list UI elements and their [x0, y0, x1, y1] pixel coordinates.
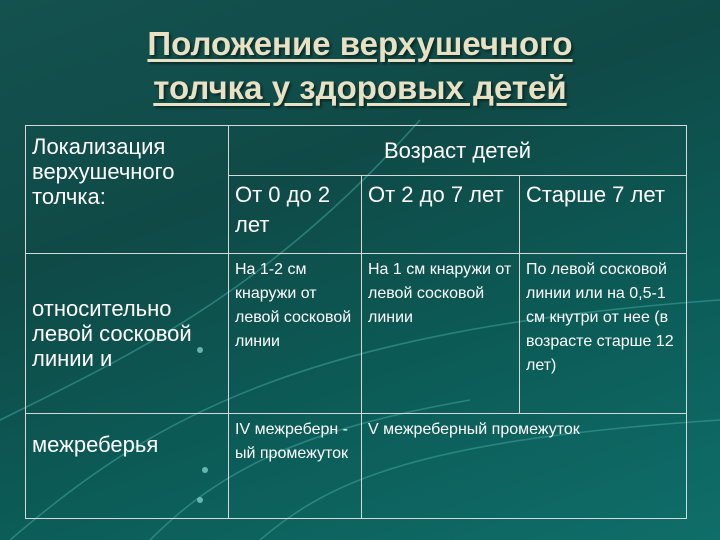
header-age: Возраст детей: [229, 126, 687, 176]
age-range-2-7: От 2 до 7 лет: [362, 176, 520, 254]
cell-intercostal-0-2: IV межреберн - ый промежуток: [229, 414, 362, 519]
row-label-intercostal: межреберья: [26, 414, 229, 519]
age-range-0-2: От 0 до 2 лет: [229, 176, 362, 254]
header-localization: Локализация верхушечного толчка:: [26, 126, 229, 254]
apex-beat-table: [25, 125, 687, 519]
page-title: [60, 22, 660, 110]
title-line-1: Положение верхушечного: [147, 25, 573, 62]
row-label-relative-line: относительно левой сосковой линии и: [26, 254, 229, 414]
age-range-over-7: Старше 7 лет: [520, 176, 687, 254]
title-line-2: толчка у здоровых детей: [153, 69, 567, 106]
cell-intercostal-over-2: V межреберный промежуток: [362, 414, 687, 519]
cell-line-over-7: По левой сосковой линии или на 0,5-1 см кнутри от нее (в возрасте старше 12 лет): [520, 254, 687, 414]
cell-line-2-7: На 1 см кнаружи от левой сосковой линии: [362, 254, 520, 414]
cell-line-0-2: На 1-2 см кнаружи от левой сосковой линии: [229, 254, 362, 414]
